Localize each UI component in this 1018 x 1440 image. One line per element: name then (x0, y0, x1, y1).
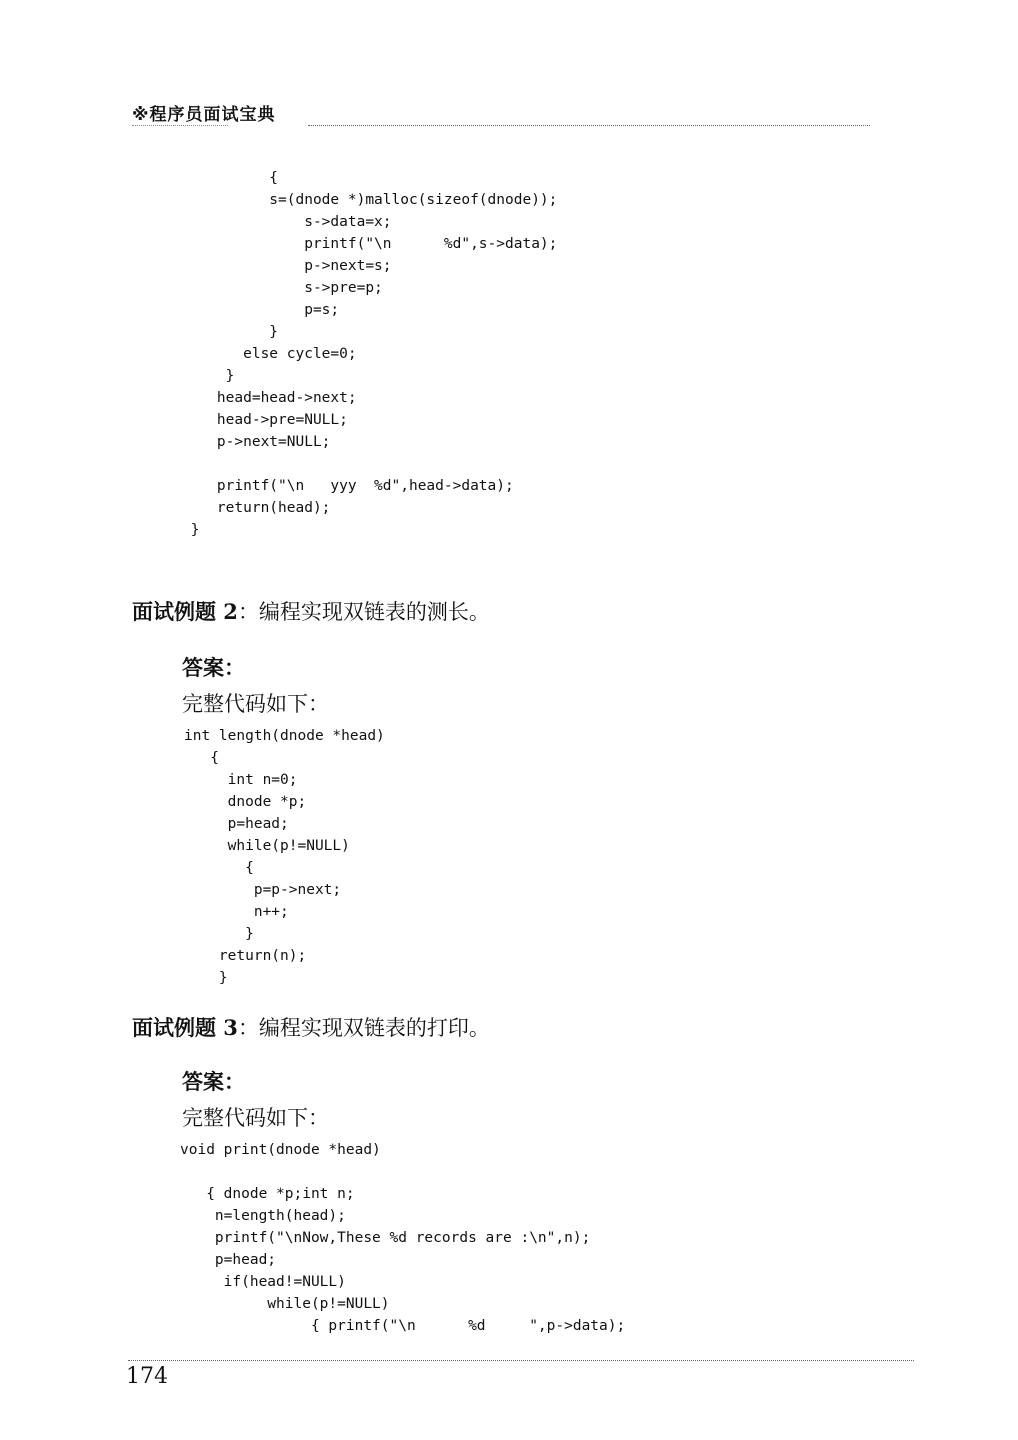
question-2-intro: 完整代码如下： (182, 692, 329, 716)
footer-rule (128, 1360, 914, 1361)
page-number: 174 (126, 1364, 168, 1389)
question-3-text: ：编程实现双链表的打印。 (237, 1016, 490, 1040)
running-header: ※程序员面试宝典 (132, 105, 276, 125)
question-2-answer-label: 答案： (182, 655, 245, 680)
code-block-length: int length(dnode *head) { int n=0; dnode *p; p=head; while(p!=NULL) { p=p->next; n++; } return(n); } (184, 728, 385, 986)
question-3-label: 面试例题 3 (132, 1015, 238, 1040)
header-rule (308, 125, 870, 126)
question-2-heading (132, 596, 490, 626)
question-2-label: 面试例题 2 (132, 599, 238, 624)
header-underline (132, 125, 228, 126)
code-block-top: { s=(dnode *)malloc(sizeof(dnode)); s->data=x; printf("\n %d",s->data); p->next=s; s->pre=p; p=s; } else cycle=0; } head=head->next; head->pre=NULL; p->next=NULL; printf("\n yyy %d",head->data); return(head); } (190, 170, 558, 538)
question-3-answer-label: 答案： (182, 1069, 245, 1094)
question-2-text: ：编程实现双链表的测长。 (237, 600, 490, 624)
code-block-print: void print(dnode *head) { dnode *p;int n; n=length(head); printf("\nNow,These %d records are :\n",n); p=head; if(head!=NULL) while(p!=NULL) { printf("\n %d ",p->data); (180, 1142, 626, 1334)
question-3-intro: 完整代码如下： (182, 1106, 329, 1130)
question-3-heading (132, 1012, 490, 1042)
